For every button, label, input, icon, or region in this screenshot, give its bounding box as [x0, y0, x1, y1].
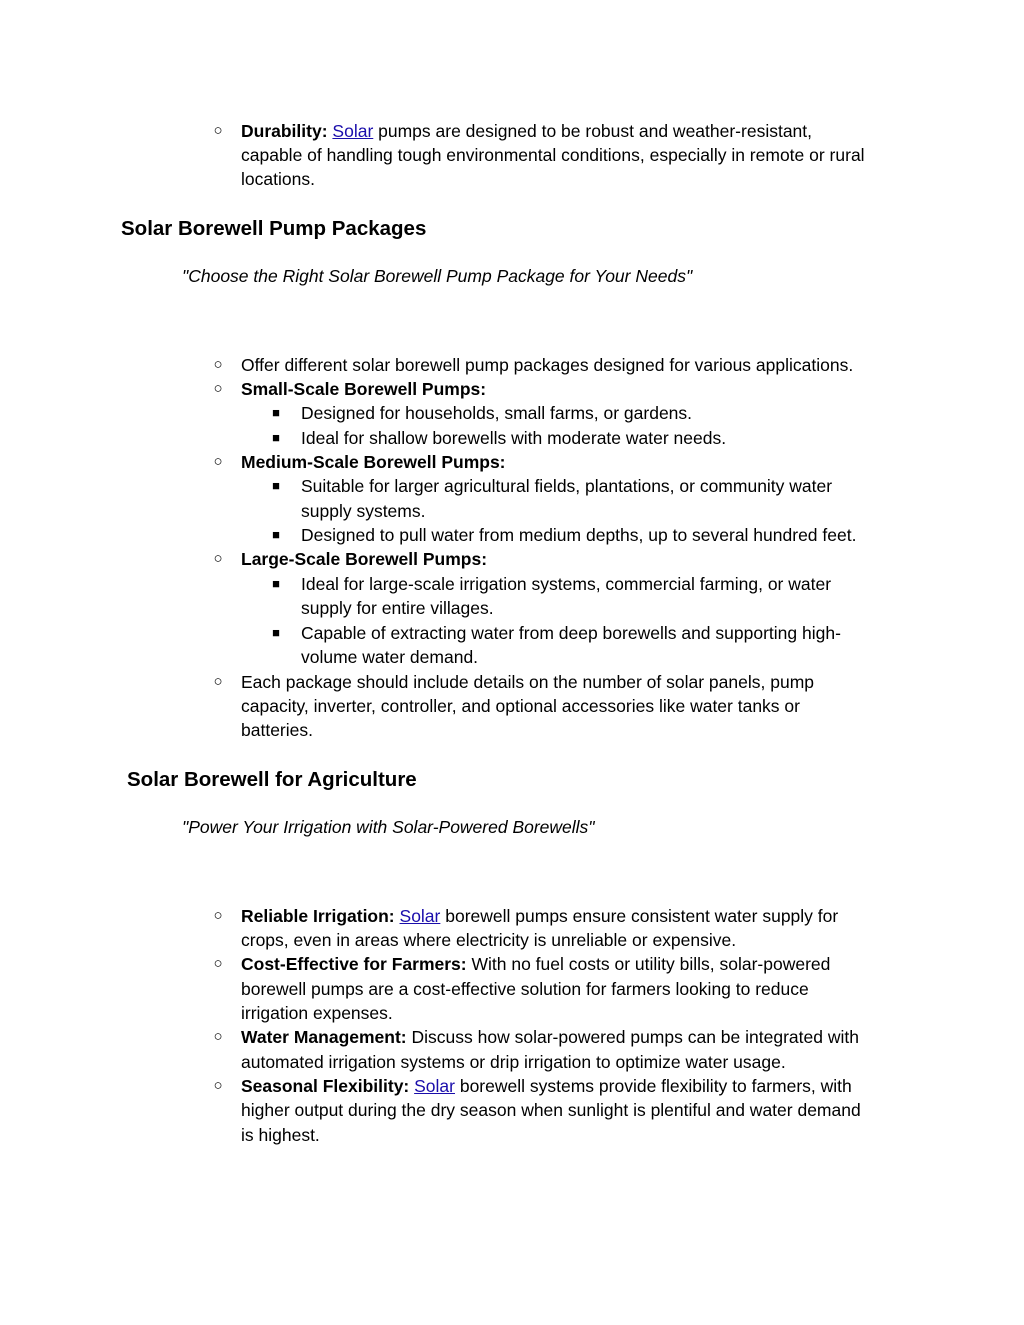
item-text: borewell pumps ensure consistent water supply for — [440, 906, 839, 926]
list-bullet: ○ — [213, 380, 223, 397]
sublist-bullet: ■ — [272, 576, 280, 591]
item-text-line: automated irrigation systems or drip irrigation to optimize water usage. — [241, 1052, 786, 1072]
list-item-medium-scale — [241, 450, 506, 474]
section-heading-packages: Solar Borewell Pump Packages — [121, 217, 427, 240]
section-quote: "Power Your Irrigation with Solar-Powered Borewells" — [182, 817, 595, 837]
section-quote: "Choose the Right Solar Borewell Pump Package for Your Needs" — [182, 266, 693, 286]
sublist-item: Designed to pull water from medium depths, up to several hundred feet. — [301, 525, 857, 545]
list-bullet: ○ — [213, 356, 223, 373]
solar-link[interactable]: Solar — [414, 1076, 455, 1096]
item-text-line: higher output during the dry season when sunlight is plentiful and water demand — [241, 1100, 861, 1120]
item-label: Durability: — [241, 121, 328, 141]
item-label: Reliable Irrigation: — [241, 906, 395, 926]
item-text-line: locations. — [241, 169, 315, 189]
solar-link[interactable]: Solar — [332, 121, 374, 141]
item-text: Discuss how solar-powered pumps can be integrated with — [406, 1027, 859, 1047]
item-label: Large-Scale Borewell Pumps: — [241, 549, 488, 569]
section-heading-agriculture: Solar Borewell for Agriculture — [127, 768, 417, 791]
item-label: Small-Scale Borewell Pumps: — [241, 379, 487, 399]
item-text-line: irrigation expenses. — [241, 1003, 393, 1023]
list-bullet: ○ — [213, 1077, 223, 1094]
item-text: borewell systems provide flexibility to farmers, with — [454, 1076, 852, 1096]
sublist-item: Suitable for larger agricultural fields, plantations, or community water — [301, 476, 833, 496]
item-text-line: capable of handling tough environmental conditions, especially in remote or rural — [241, 145, 865, 165]
list-item-reliable-irrigation — [241, 904, 838, 928]
item-text: pumps are designed to be robust and weather-resistant, — [373, 121, 813, 141]
list-item-intro: Offer different solar borewell pump packages designed for various applications. — [241, 355, 854, 375]
list-bullet: ○ — [213, 550, 223, 567]
sublist-item: Designed for households, small farms, or gardens. — [301, 403, 693, 423]
sublist-bullet: ■ — [272, 405, 280, 420]
sublist-item-line: supply systems. — [301, 501, 426, 521]
list-item-details: Each package should include details on the number of solar panels, pump — [241, 672, 815, 692]
list-bullet: ○ — [213, 1028, 223, 1045]
list-item-large-scale — [241, 547, 487, 571]
list-bullet: ○ — [213, 907, 223, 924]
item-label: Water Management: — [241, 1027, 407, 1047]
item-text: With no fuel costs or utility bills, solar-powered — [466, 954, 831, 974]
sublist-item-line: supply for entire villages. — [301, 598, 494, 618]
sublist-bullet: ■ — [272, 625, 280, 640]
item-label: Medium-Scale Borewell Pumps: — [241, 452, 506, 472]
item-label: Cost-Effective for Farmers: — [241, 954, 467, 974]
item-text-line: crops, even in areas where electricity is unreliable or expensive. — [241, 930, 737, 950]
sublist-item: Ideal for shallow borewells with moderate water needs. — [301, 428, 727, 448]
sublist-bullet: ■ — [272, 478, 280, 493]
list-item-seasonal-flexibility — [241, 1074, 852, 1098]
list-bullet: ○ — [213, 122, 223, 139]
item-text-line: is highest. — [241, 1125, 320, 1145]
sublist-bullet: ■ — [272, 430, 280, 445]
list-item-water-management — [241, 1025, 859, 1049]
list-item-cost-effective — [241, 952, 830, 976]
list-bullet: ○ — [213, 673, 223, 690]
item-text-line: borewell pumps are a cost-effective solution for farmers looking to reduce — [241, 979, 809, 999]
item-text-line: capacity, inverter, controller, and optional accessories like water tanks or — [241, 696, 800, 716]
solar-link[interactable]: Solar — [399, 906, 441, 926]
sublist-item-line: volume water demand. — [301, 647, 479, 667]
list-bullet: ○ — [213, 955, 223, 972]
sublist-item: Capable of extracting water from deep borewells and supporting high- — [301, 623, 841, 643]
list-bullet: ○ — [213, 453, 223, 470]
list-item-small-scale — [241, 377, 486, 401]
item-label: Seasonal Flexibility: — [241, 1076, 410, 1096]
sublist-item: Ideal for large-scale irrigation systems, commercial farming, or water — [301, 574, 832, 594]
list-item-durability — [241, 119, 812, 143]
item-text-line: batteries. — [241, 720, 313, 740]
sublist-bullet: ■ — [272, 527, 280, 542]
